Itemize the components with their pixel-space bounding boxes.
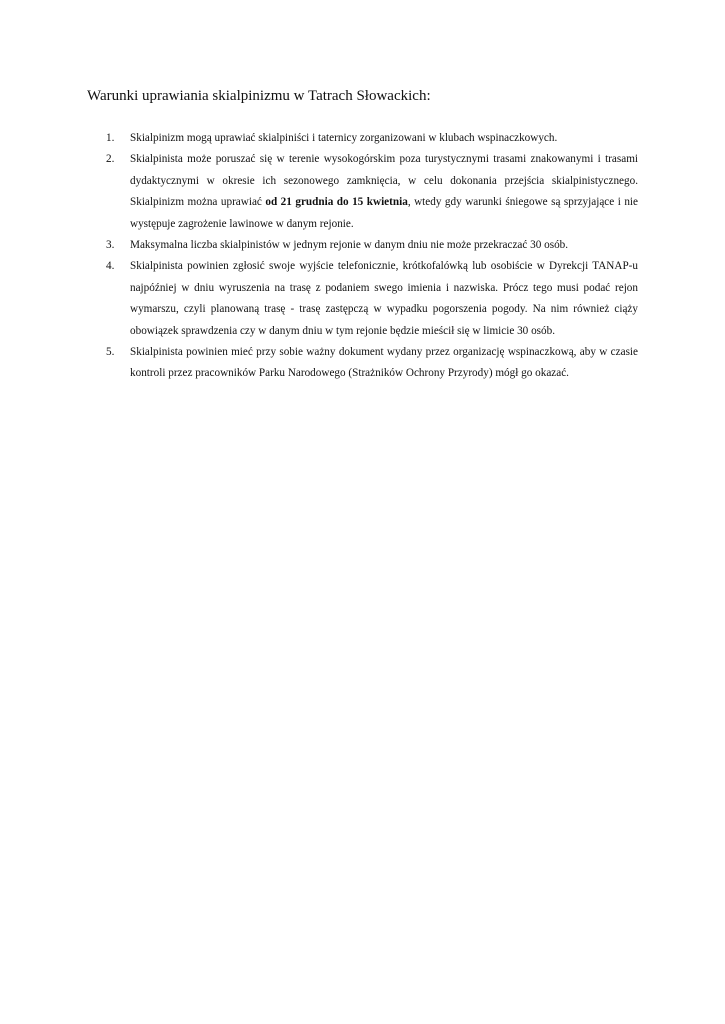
list-item-number: 4. bbox=[106, 260, 115, 273]
list-item-number: 1. bbox=[106, 132, 115, 144]
rules-list bbox=[106, 128, 638, 385]
list-item-text bbox=[130, 153, 638, 229]
list-item-text: Skialpinizm mogą uprawiać skialpiniści i taternicy zorganizowani w klubach wspinaczkowych. bbox=[130, 132, 558, 144]
rule-text-part: Skialpinista może poruszać się w terenie wysokogórskim poza turystycznymi trasami znakowanymi i trasami dydaktycznymi w okresie ich sezonowego zamknięcia, w celu dokonania przejścia skialpinistycznego. Skialpinizm można uprawiać bbox=[130, 153, 638, 209]
document-title: Warunki uprawiania skialpinizmu w Tatrach Słowackich: bbox=[87, 88, 431, 104]
list-item-number: 3. bbox=[106, 239, 115, 252]
list-item-text: Maksymalna liczba skialpinistów w jednym rejonie w danym dniu nie może przekraczać 30 osób. bbox=[130, 239, 569, 252]
rule-text-part: , wtedy gdy warunki śniegowe są sprzyjające i nie występuje zagrożenie lawinowe w danym rejonie. bbox=[130, 196, 638, 230]
list-item bbox=[106, 128, 638, 149]
list-item-number: 2. bbox=[106, 153, 115, 166]
list-item-number: 5. bbox=[106, 346, 115, 359]
season-dates-bold: od 21 grudnia do 15 kwietnia bbox=[265, 196, 408, 209]
list-item-text: Skialpinista powinien zgłosić swoje wyjście telefonicznie, krótkofalówką lub osobiście w Dyrekcji TANAP-u najpóźniej w dniu wyruszenia na trasę z podaniem swego imienia i nazwiska. Prócz tego musi podać rejon wymarszu, czyli planowaną trasę - trasę zastępczą w wypadku pogorszenia pogody. Na nim również ciąży obowiązek sprawdzenia czy w danym dniu w tym rejonie będzie mieścił się w limicie 30 osób. bbox=[130, 260, 638, 337]
list-item bbox=[106, 256, 638, 342]
list-item bbox=[106, 235, 638, 256]
list-item bbox=[106, 342, 638, 385]
list-item bbox=[106, 149, 638, 235]
list-item-text: Skialpinista powinien mieć przy sobie ważny dokument wydany przez organizację wspinaczkową, aby w czasie kontroli przez pracowników Parku Narodowego (Strażników Ochrony Przyrody) mógł go okazać. bbox=[130, 346, 638, 380]
